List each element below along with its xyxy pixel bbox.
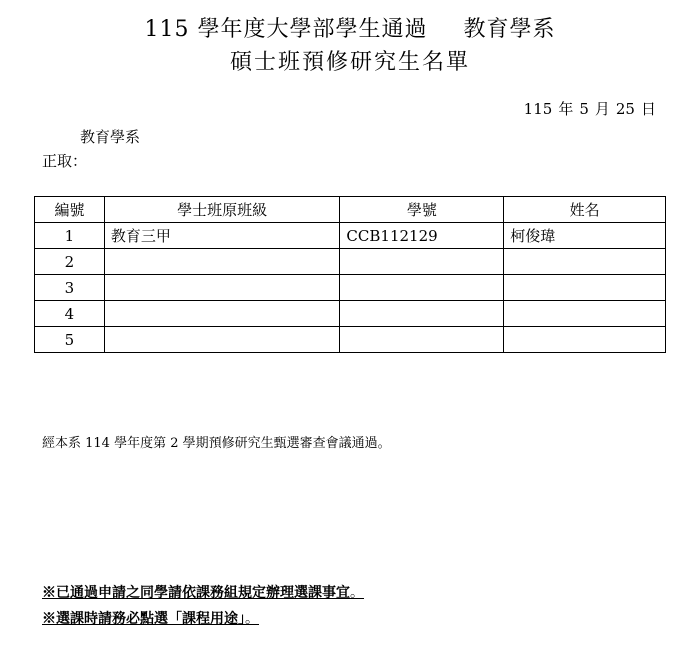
cell-number: 2 <box>35 249 105 275</box>
cell-name: 柯俊瑋 <box>504 223 666 249</box>
cell-name <box>504 327 666 353</box>
column-header-number: 編號 <box>35 197 105 223</box>
date-month: 5 <box>579 100 589 118</box>
cell-name <box>504 249 666 275</box>
cell-name <box>504 301 666 327</box>
table-header-row <box>35 197 666 223</box>
department-label: 教育學系 <box>80 128 141 146</box>
table-row <box>35 249 666 275</box>
cell-class: 教育三甲 <box>104 223 340 249</box>
column-header-class: 學士班原班級 <box>104 197 340 223</box>
student-table <box>34 196 666 353</box>
table-row <box>35 275 666 301</box>
document-date <box>518 98 656 119</box>
cell-number: 4 <box>35 301 105 327</box>
admission-label: 正取： <box>42 152 88 170</box>
cell-number: 1 <box>35 223 105 249</box>
note-registration-text: ※已通過申請之同學請依課務組規定辦理選課事宜 <box>42 585 350 601</box>
cell-number: 5 <box>35 327 105 353</box>
cell-class <box>104 249 340 275</box>
title-prefix: 115 學年度大學部學生通過 <box>144 17 428 42</box>
date-day: 25 <box>615 100 635 118</box>
note-course-purpose-tail: 。 <box>245 611 259 627</box>
title-department: 教育學系 <box>463 17 556 42</box>
cell-student-id <box>340 327 504 353</box>
cell-student-id <box>340 249 504 275</box>
document-title-line2: 碩士班預修研究生名單 <box>229 50 470 75</box>
table-row <box>35 327 666 353</box>
cell-class <box>104 275 340 301</box>
cell-student-id <box>340 301 504 327</box>
column-header-student-id: 學號 <box>340 197 504 223</box>
table-row <box>35 301 666 327</box>
date-month-unit: 月 <box>594 100 610 118</box>
note-registration <box>42 582 364 602</box>
cell-name <box>504 275 666 301</box>
table-row <box>35 223 666 249</box>
cell-number: 3 <box>35 275 105 301</box>
document-title-line1 <box>0 12 700 43</box>
approval-statement: 經本系 114 學年度第 2 學期預修研究生甄選審查會議通過。 <box>42 436 391 451</box>
cell-student-id <box>340 275 504 301</box>
date-year: 115 <box>523 100 553 118</box>
cell-class <box>104 327 340 353</box>
cell-student-id: CCB112129 <box>340 223 504 249</box>
date-year-unit: 年 <box>558 100 574 118</box>
note-registration-tail: 。 <box>350 585 364 601</box>
note-course-purpose <box>42 608 259 628</box>
cell-class <box>104 301 340 327</box>
note-course-purpose-text: ※選課時請務必點選「課程用途」 <box>42 611 245 627</box>
date-day-unit: 日 <box>640 100 656 118</box>
column-header-name: 姓名 <box>504 197 666 223</box>
